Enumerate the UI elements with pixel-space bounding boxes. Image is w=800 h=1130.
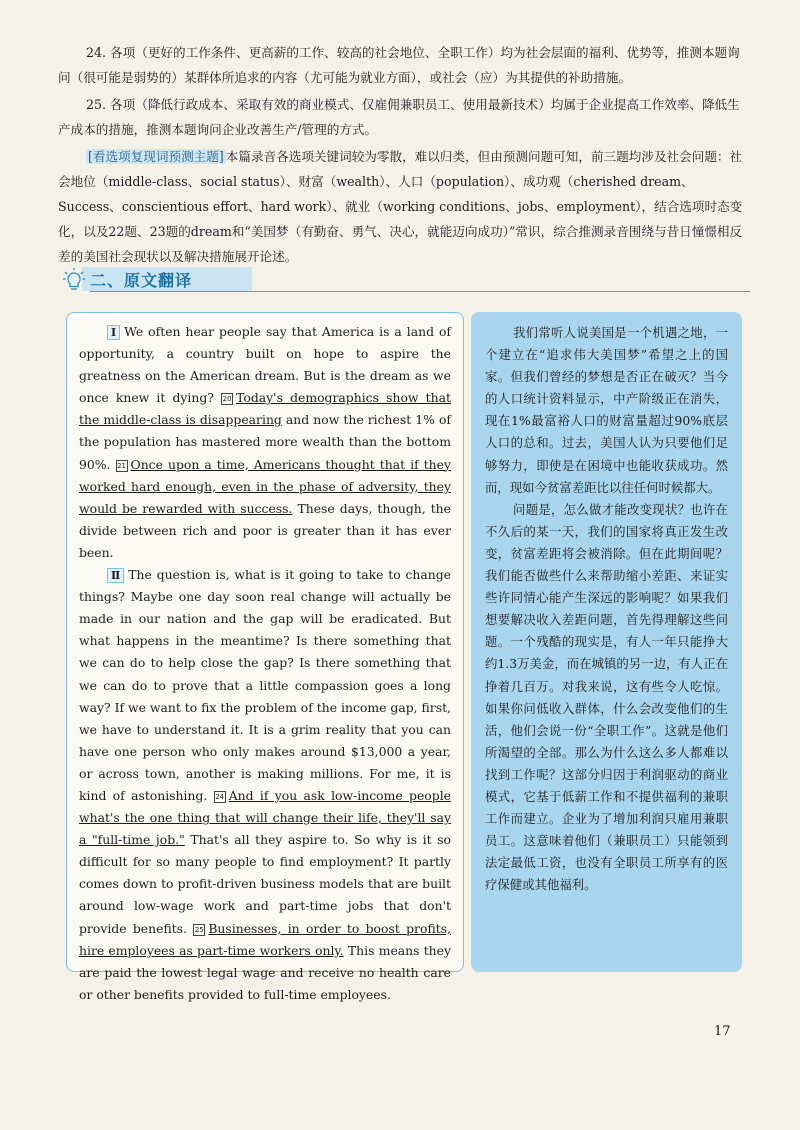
section-title: 二、原文翻译	[90, 271, 193, 290]
paragraph-marker: Ⅱ	[107, 568, 124, 583]
key-sentence: Once upon a time, Americans thought that if they worked hard enough, even in the phase of adversity, they would be rewarded with success.	[79, 456, 451, 516]
note-q25: 25. 各项（降低行政成本、采取有效的商业模式、仅雇佣兼职员工、使用最新技术）均属于企业提高工作效率、降低生产成本的措施，推测本题询问企业改善生产/管理的方式。	[58, 97, 740, 137]
question-marker: 25	[194, 925, 204, 934]
paragraph-marker: Ⅰ	[107, 325, 120, 340]
lightbulb-icon	[62, 267, 86, 293]
answer-notes	[58, 40, 743, 271]
english-text-box	[66, 312, 464, 1002]
note-q24: 24. 各项（更好的工作条件、更高薪的工作、较高的社会地位、全职工作）均为社会层面的福利、优势等，推测本题询问（很可能是弱势的）某群体所追求的内容（尤可能为就业方面），或社会（应）为其提供的补助措施。	[58, 45, 740, 85]
chinese-paragraph-1: 我们常听人说美国是一个机遇之地，一个建立在“追求伟大美国梦”希望之上的国家。但我们曾经的梦想是否正在破灭？当今的人口统计资料显示，中产阶级正在消失，现在1%最富裕人口的财富量超过90%底层人口的总和。过去，美国人认为只要他们足够努力，即使是在困境中也能收获成功。然而，现如今贫富差距比以往任何时候都大。	[485, 325, 728, 495]
chinese-translation-box	[471, 312, 742, 972]
english-paragraph-1: Ⅰ We often hear people say that America is a land of opportunity, a country built on hope to aspire the greatness on the American dream. But is the dream as we once knew it dying? 20 Today's demographics show that the middle-class is disappearing and now the richest 1% of the population has mastered more wealth than the bottom 90%. 21 Once upon a time, Americans thought that if they worked hard enough, even in the phase of adversity, they would be rewarded with success. These days, though, the divide between rich and poor is greater than it has ever been.	[79, 324, 451, 560]
note-tag: [看选项复现词预测主题]	[88, 149, 224, 164]
english-paragraph-2: Ⅱ The question is, what is it going to take to change things? Maybe one day soon real change will actually be made in our nation and the gap will be eradicated. But what happens in the meantime? Is there something that we can do to help close the gap? Is there something that we can do to prove that a little compassion goes a long way? If we want to fix the problem of the income gap, first, we have to understand it. It is a grim reality that you can have one person who only makes around $13,000 a year, or across town, another is making millions. For me, it is kind of astonishing. 24 And if you ask low-income people what's the one thing that will change their life, they'll say a "full-time job." That's all they aspire to. So why is it so difficult for so many people to find employment? It partly comes down to profit-driven business models that are built around low-wage work and part-time jobs that don't provide benefits. 25 Businesses, in order to boost profits, hire employees as part-time workers only. This means they are paid the lowest legal wage and receive no health care or other benefits provided to full-time employees.	[79, 567, 451, 1002]
section-rule	[90, 291, 750, 292]
question-marker: 21	[117, 461, 126, 470]
chinese-paragraph-2: 问题是，怎么做才能改变现状？也许在不久后的某一天，我们的国家将真正发生改变，贫富差距将会被消除。但在此期间呢？我们能否做些什么来帮助缩小差距、来证实些许同情心能产生深远的影响呢？如果我们想要解决收入差距问题，首先得理解这些问题。一个残酷的现实是，有人一年只能挣大约1.3万美金，而在城镇的另一边，有人正在挣着几百万。对我来说，这有些令人吃惊。如果你问低收入群体，什么会改变他们的生活，他们会说一份“全职工作”。这就是他们所渴望的全部。那么为什么这么多人都难以找到工作呢？这部分归因于利润驱动的商业模式，它基于低薪工作和不提供福利的兼职工作而建立。企业为了增加利润只雇用兼职员工。这意味着他们（兼职员工）只能领到法定最低工资，也没有全职员工所享有的医疗保健或其他福利。	[485, 501, 728, 893]
key-sentence: And if you ask low-income people what's the one thing that will change their life, they'll say a "full-time job."	[79, 787, 451, 848]
key-sentence: Businesses, in order to boost profits, hire employees as part-time workers only.	[79, 920, 451, 958]
page-number: 17	[714, 1024, 731, 1039]
note-summary	[58, 144, 743, 269]
note-summary-text: 本篇录音各选项关键词较为零散，难以归类，但由预测问题可知，前三题均涉及社会问题：社会地位（middle-class、social status）、财富（wealth）、人口（population）、成功观（cherished dream、Success、conscientious effort、hard work）、就业（working conditions、jobs、employment），结合选项时态变化，以及22题、23题的dream和“美国梦（有勤奋、勇气、决心，就能迈向成功）”常识，综合推测录音围绕与昔日憧憬相反差的美国社会现状以及解决措施展开论述。	[58, 149, 743, 264]
key-sentence: Today's demographics show that the middle-class is disappearing	[79, 390, 451, 428]
question-marker: 24	[215, 792, 225, 801]
section-header	[60, 267, 750, 297]
question-marker: 20	[222, 395, 232, 404]
